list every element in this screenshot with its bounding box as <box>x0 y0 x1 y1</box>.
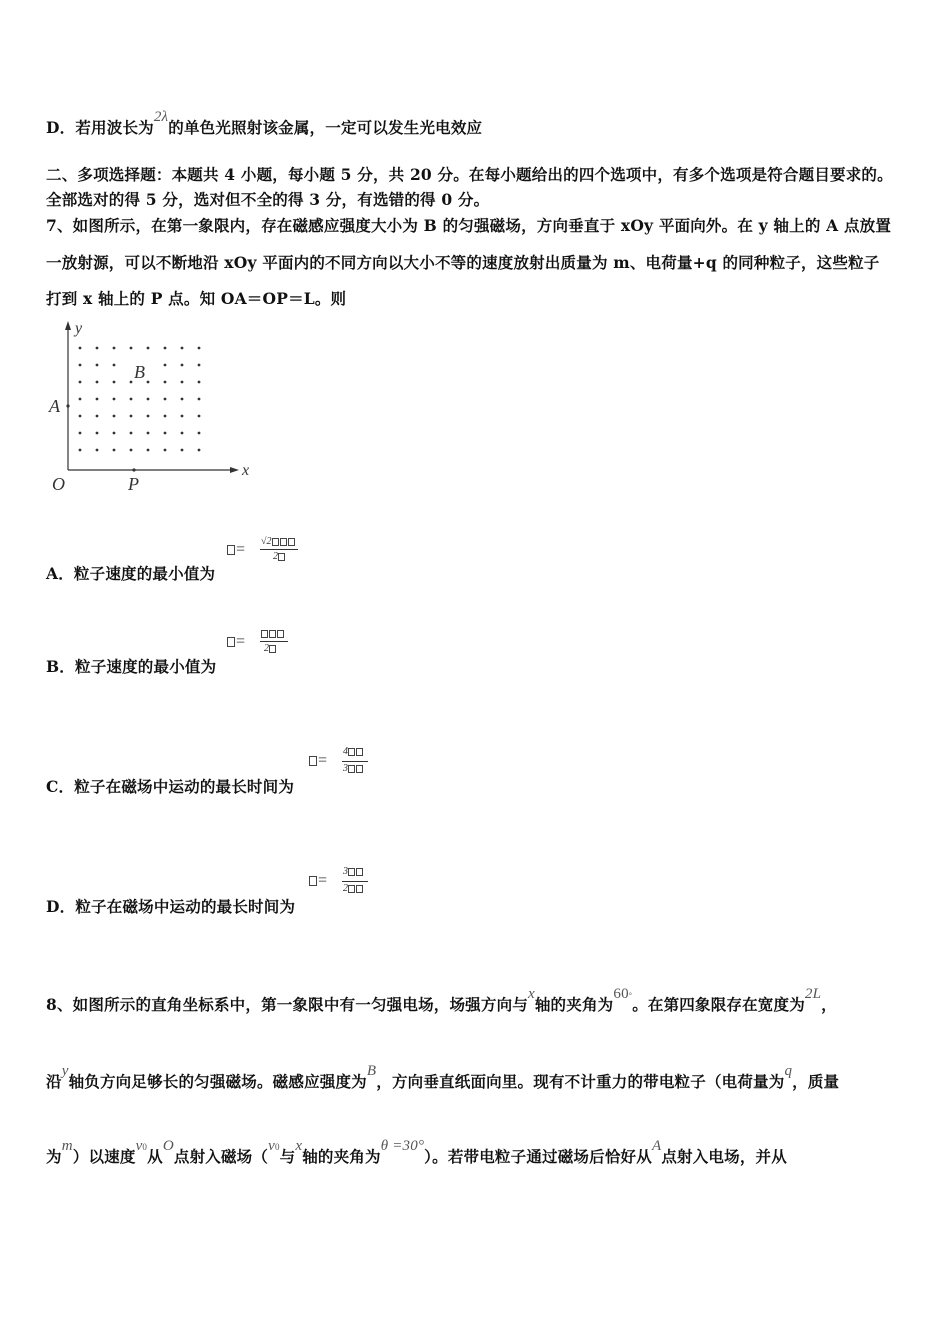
field-dot <box>79 347 82 350</box>
text: 沿 <box>46 1072 62 1091</box>
text: ）以速度 <box>72 1147 136 1166</box>
formula-b <box>227 628 307 660</box>
field-dot <box>113 381 116 384</box>
formula-den: 3 <box>343 763 348 774</box>
field-dot <box>181 449 184 452</box>
field-dot <box>79 364 82 367</box>
field-dot <box>181 415 184 418</box>
q8-stem-line3 <box>46 1138 787 1167</box>
q7-option-d: D．粒子在磁场中运动的最长时间为 <box>46 897 296 916</box>
text: 点射入磁场（ <box>173 1147 269 1166</box>
v-subscript: 0 <box>274 1142 280 1152</box>
q7-option-c: C．粒子在磁场中运动的最长时间为 <box>46 777 295 796</box>
field-dot <box>96 449 99 452</box>
text: 轴负方向足够长的匀强磁场。磁感应强度为 <box>68 1072 367 1091</box>
option-text: D．若用波长为 <box>46 118 154 137</box>
q7-stem-line3: 打到 x 轴上的 P 点。知 OA＝OP＝L。则 <box>46 289 347 308</box>
y-axis-arrow <box>65 321 71 330</box>
x-label: x <box>242 462 250 479</box>
o-label: O <box>52 474 65 494</box>
point-a <box>66 404 69 407</box>
field-dot <box>198 398 201 401</box>
math-x: x <box>295 1138 303 1154</box>
field-dot <box>96 398 99 401</box>
option-text: 的单色光照射该金属，一定可以发生光电效应 <box>168 118 483 137</box>
text: 轴的夹角为 <box>302 1147 381 1166</box>
q7-option-b: B．粒子速度的最小值为 <box>46 657 217 676</box>
formula-den: 2 <box>273 551 278 562</box>
math-o: O <box>162 1138 174 1154</box>
field-dot <box>79 381 82 384</box>
angle-value: 60 <box>613 986 629 1002</box>
field-dot <box>164 381 167 384</box>
field-dot <box>198 415 201 418</box>
field-dot <box>198 432 201 435</box>
text: 轴的夹角为 <box>534 995 614 1014</box>
field-dot <box>96 347 99 350</box>
math-v0 <box>268 1138 280 1154</box>
eq: = <box>318 872 328 889</box>
field-dot <box>198 364 201 367</box>
field-dot <box>198 449 201 452</box>
q7-option-a: A．粒子速度的最小值为 <box>46 564 216 583</box>
field-dot <box>164 432 167 435</box>
field-dot <box>113 449 116 452</box>
field-dot <box>130 347 133 350</box>
field-dot <box>164 347 167 350</box>
a-label: A <box>49 396 60 416</box>
math-a: A <box>651 1138 662 1154</box>
text: ，质量 <box>792 1072 840 1091</box>
math-q: q <box>784 1063 793 1079</box>
field-dot <box>181 432 184 435</box>
section-heading: 二、多项选择题：本题共 4 小题，每小题 5 分，共 20 分。在每小题给出的四个选项中，有多个选项是符合题目要求的。 <box>46 165 893 184</box>
field-dot <box>96 381 99 384</box>
field-dot <box>164 364 167 367</box>
formula-den: 2 <box>264 643 269 654</box>
field-dot <box>181 364 184 367</box>
field-dot <box>130 415 133 418</box>
field-dot <box>181 347 184 350</box>
field-dot <box>79 449 82 452</box>
v-subscript: 0 <box>142 1142 148 1152</box>
math-wavelength: 2λ <box>153 109 169 125</box>
field-dot <box>147 415 150 418</box>
text: ）。若带电粒子通过磁场后恰好从 <box>424 1147 652 1166</box>
text: 从 <box>147 1147 163 1166</box>
eq: = <box>236 633 246 650</box>
field-dot <box>164 449 167 452</box>
text: ，方向垂直纸面向里。现有不计重力的带电粒子（电荷量为 <box>376 1072 785 1091</box>
formula-num: 3 <box>343 866 348 877</box>
field-dot <box>96 432 99 435</box>
field-dot <box>96 415 99 418</box>
formula-num: √2 <box>261 536 272 547</box>
field-dot <box>147 347 150 350</box>
v: v <box>135 1138 143 1154</box>
field-dot <box>198 381 201 384</box>
v: v <box>268 1138 275 1154</box>
x-axis-arrow <box>230 467 239 473</box>
math-theta: θ =30° <box>380 1138 425 1154</box>
q8-stem-line1 <box>46 986 837 1015</box>
field-label: B <box>134 362 145 382</box>
y-label: y <box>75 320 83 337</box>
text: ， <box>821 995 837 1014</box>
field-dot <box>164 398 167 401</box>
q7-stem-line1: 7、如图所示，在第一象限内，存在磁感应强度大小为 B 的匀强磁场，方向垂直于 xOy 平面向外。在 y 轴上的 A 点放置 <box>46 216 892 235</box>
section-heading-cont: 全部选对的得 5 分，选对但不全的得 3 分，有选错的得 0 分。 <box>46 190 490 209</box>
field-dot <box>113 398 116 401</box>
math-y: y <box>61 1063 69 1079</box>
text: 点射入电场，并从 <box>661 1147 787 1166</box>
field-dot <box>181 381 184 384</box>
math-v0 <box>136 1138 148 1154</box>
formula-den: 2 <box>343 883 348 894</box>
eq: = <box>318 752 328 769</box>
q7-stem-line2: 一放射源，可以不断地沿 xOy 平面内的不同方向以大小不等的速度放射出质量为 m、电荷量+q 的同种粒子，这些粒子 <box>46 253 880 272</box>
formula-c <box>309 746 389 780</box>
math-m: m <box>61 1138 73 1154</box>
field-dot <box>113 364 116 367</box>
math-width: 2L <box>804 986 822 1002</box>
field-dot <box>79 432 82 435</box>
math-b: B <box>366 1063 377 1079</box>
q6-option-d <box>46 109 483 138</box>
field-dot <box>147 398 150 401</box>
formula-d <box>309 866 389 900</box>
p-label: P <box>128 474 139 494</box>
eq: = <box>236 541 246 558</box>
formula-num: 4 <box>343 746 348 757</box>
field-dot <box>96 364 99 367</box>
field-dot <box>164 415 167 418</box>
q8-stem-line2 <box>46 1063 840 1092</box>
text: 与 <box>279 1147 296 1166</box>
magnetic-field-figure <box>46 318 266 498</box>
text: 8、如图所示的直角坐标系中，第一象限中有一匀强电场，场强方向与 <box>46 995 528 1014</box>
field-dot <box>113 432 116 435</box>
field-dot <box>79 415 82 418</box>
field-dot <box>130 449 133 452</box>
math-angle: 60° <box>613 986 633 1002</box>
field-dot <box>113 347 116 350</box>
point-p <box>132 468 135 471</box>
field-dot <box>113 415 116 418</box>
field-dot <box>130 432 133 435</box>
field-dot <box>147 432 150 435</box>
field-dot <box>147 381 150 384</box>
field-dot <box>79 398 82 401</box>
field-dot <box>130 381 133 384</box>
field-dot <box>147 449 150 452</box>
text: 为 <box>46 1147 62 1166</box>
text: 。在第四象限存在宽度为 <box>632 995 805 1014</box>
formula-a <box>227 536 307 568</box>
field-dot <box>130 398 133 401</box>
math-x: x <box>528 986 535 1002</box>
field-dot <box>181 398 184 401</box>
field-dot <box>198 347 201 350</box>
